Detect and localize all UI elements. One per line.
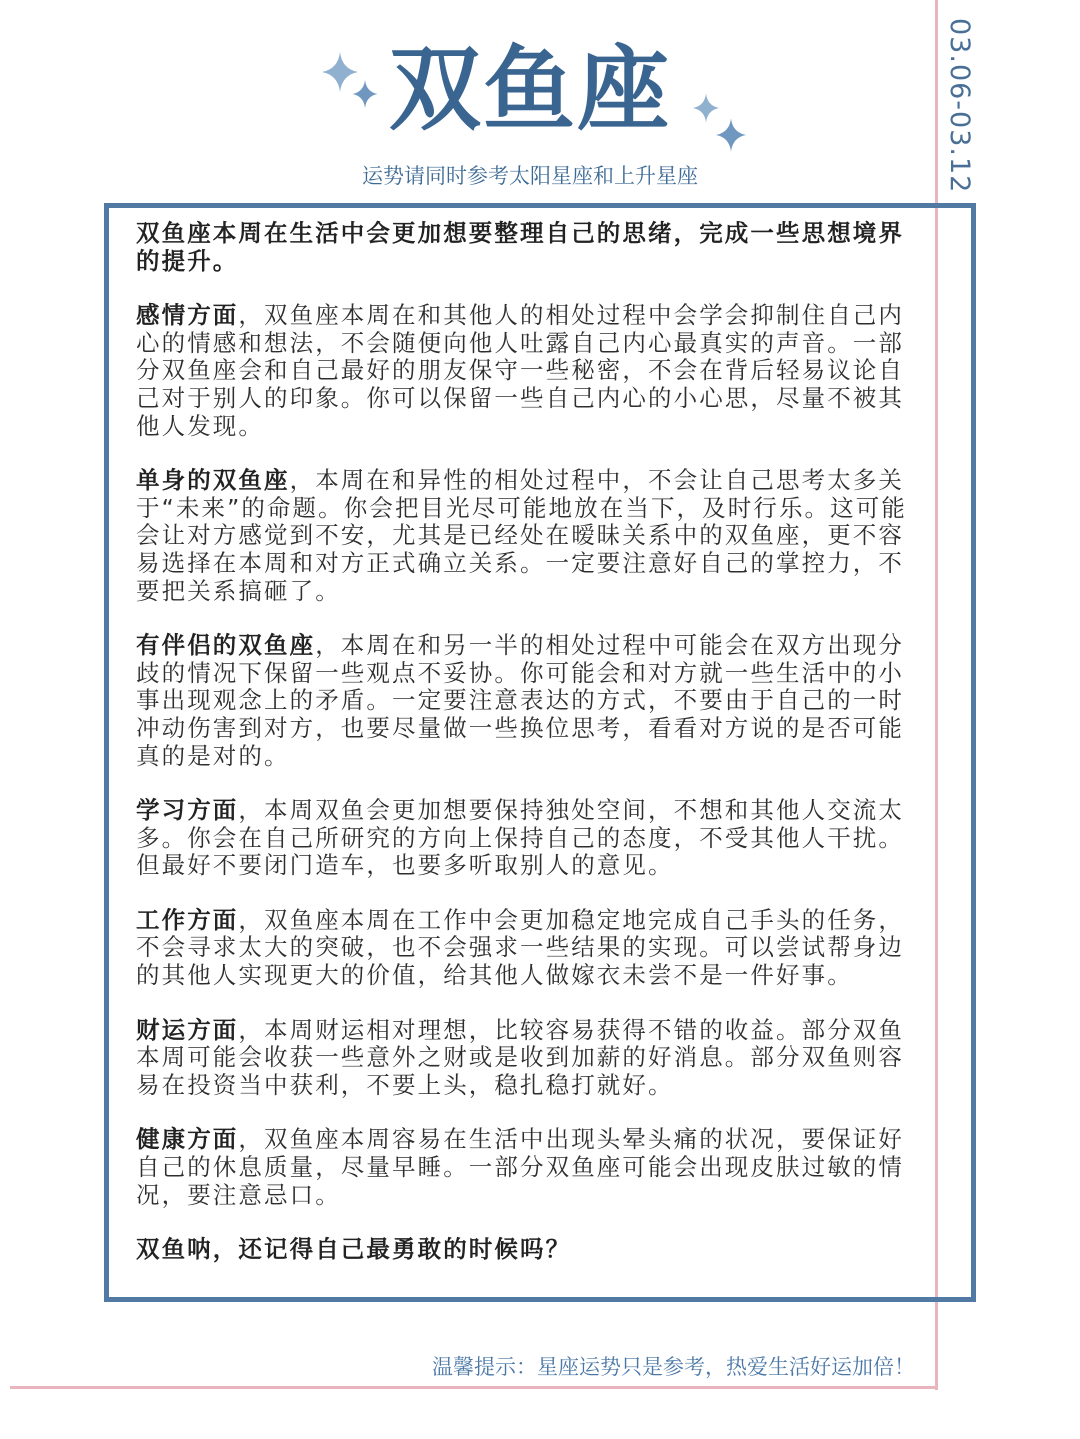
- section-single: [136, 467, 916, 605]
- section-text: ，本周双鱼会更加想要保持独处空间，不想和其他人交流太多。你会在自己所研究的方向上保持自己的态度，不受其他人干扰。但最好不要闭门造车，也要多听取别人的意见。: [136, 796, 905, 880]
- section-heading: 工作方面: [136, 905, 239, 934]
- section-heading: 健康方面: [136, 1125, 239, 1154]
- section-heading: 财运方面: [136, 1015, 239, 1044]
- section-text: ，双鱼座本周在工作中会更加稳定地完成自己手头的任务，不会寻求太大的突破，也不会强求一些结果的实现。可以尝试帮身边的其他人实现更大的价值，给其他人做嫁衣未尝不是一件好事。: [136, 905, 905, 990]
- subtitle: 运势请同时参考太阳星座和上升星座: [362, 164, 698, 188]
- section-wealth: [136, 1017, 916, 1100]
- section-text: ，本周财运相对理想，比较容易获得不错的收益。部分双鱼本周可能会收获一些意外之财或是收到加薪的好消息。部分双鱼则容易在投资当中获利，不要上头，稳扎稳打就好。: [136, 1015, 905, 1099]
- section-study: [136, 797, 916, 880]
- horoscope-content: [136, 220, 916, 1291]
- closing-line: 双鱼呐，还记得自己最勇敢的时候吗？: [136, 1235, 572, 1264]
- section-text: ，本周在和另一半的相处过程中可能会在双方出现分歧的情况下保留一些观点不妥协。你可能会和对方就一些生活中的小事出现观念上的矛盾。一定要注意表达的方式，不要由于自己的一时冲动伤害到对方，也要尽量做一些换位思考，看看对方说的是否可能真的是对的。: [136, 631, 905, 770]
- section-text: ，双鱼座本周在和其他人的相处过程中会学会抑制住自己内心的情感和想法，不会随便向他人吐露自己内心最真实的声音。一部分双鱼座会和自己最好的朋友保守一些秘密，不会在背后轻易议论自己对于别人的印象。你可以保留一些自己内心的小心思，尽量不被其他人发现。: [136, 301, 905, 440]
- intro-paragraph: 双鱼座本周在生活中会更加想要整理自己的思绪，完成一些思想境界的提升。: [136, 219, 904, 275]
- section-work: [136, 907, 916, 990]
- section-love: [136, 302, 916, 440]
- page-title: 双鱼座: [388, 36, 671, 143]
- sparkle-icon: [716, 118, 746, 152]
- section-partnered: [136, 632, 916, 770]
- section-text: ，本周在和异性的相处过程中，不会让自己思考太多关于“未来”的命题。你会把目光尽可能地放在当下，及时行乐。这可能会让对方感觉到不安，尤其是已经处在暧昧关系中的双鱼座，更不容易选择在本周和对方正式确立关系。一定要注意好自己的掌控力，不要把关系搞砸了。: [136, 466, 907, 605]
- section-text: ，双鱼座本周容易在生活中出现头晕头痛的状况，要保证好自己的休息质量，尽量早睡。一部分双鱼座可能会出现皮肤过敏的情况，要注意忌口。: [136, 1125, 905, 1209]
- section-heading: 学习方面: [136, 796, 239, 825]
- section-heading: 有伴侣的双鱼座: [136, 631, 316, 660]
- pink-horizontal-line: [10, 1386, 938, 1389]
- date-range: 03.06-03.12: [944, 18, 975, 194]
- footer-tip: 温馨提示：星座运势只是参考，热爱生活好运加倍！: [432, 1355, 915, 1379]
- section-heading: 单身的双鱼座: [136, 466, 290, 495]
- section-health: [136, 1126, 916, 1209]
- section-heading: 感情方面: [136, 301, 239, 330]
